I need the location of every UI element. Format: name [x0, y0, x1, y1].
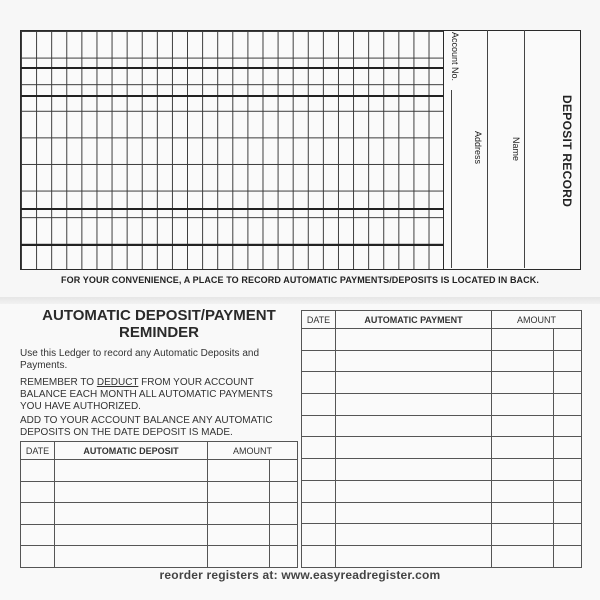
- entry-cell[interactable]: [492, 502, 554, 524]
- entry-cell[interactable]: [270, 503, 298, 525]
- entry-cell[interactable]: [302, 545, 336, 567]
- entry-cell[interactable]: [302, 437, 336, 459]
- entry-cell[interactable]: [270, 546, 298, 568]
- address-line: [487, 30, 488, 268]
- instruction-paragraph: Use this Ledger to record any Automatic Deposits and Payments.: [20, 348, 260, 371]
- entry-cell[interactable]: [302, 524, 336, 546]
- add-paragraph: ADD TO YOUR ACCOUNT BALANCE ANY AUTOMATIC DEPOSITS ON THE DATE DEPOSIT IS MADE.: [20, 415, 273, 438]
- entry-cell[interactable]: [208, 503, 270, 525]
- entry-cell[interactable]: [336, 350, 492, 372]
- entry-cell[interactable]: [21, 503, 55, 525]
- entry-cell[interactable]: [208, 460, 270, 482]
- entry-cell[interactable]: [554, 437, 582, 459]
- table-row: [302, 415, 582, 437]
- automatic-payment-header: AUTOMATIC PAYMENT: [336, 311, 492, 329]
- entry-cell[interactable]: [55, 503, 208, 525]
- entry-cell[interactable]: [554, 545, 582, 567]
- entry-cell[interactable]: [492, 394, 554, 416]
- entry-cell[interactable]: [208, 546, 270, 568]
- entry-cell[interactable]: [55, 460, 208, 482]
- table-row: [302, 502, 582, 524]
- grid-rule: [21, 208, 443, 210]
- address-label: Address: [473, 131, 483, 165]
- deposit-record-grid: [20, 30, 444, 270]
- table-row: [302, 545, 582, 567]
- entry-cell[interactable]: [336, 459, 492, 481]
- deposit-record-title: DEPOSIT RECORD: [560, 95, 574, 208]
- grid-rule: [21, 67, 443, 69]
- table-row: [302, 480, 582, 502]
- entry-cell[interactable]: [336, 524, 492, 546]
- entry-cell[interactable]: [492, 459, 554, 481]
- entry-cell[interactable]: [336, 480, 492, 502]
- table-row: [302, 329, 582, 351]
- entry-cell[interactable]: [554, 480, 582, 502]
- name-label: Name: [511, 137, 521, 162]
- entry-cell[interactable]: [554, 372, 582, 394]
- table-row: [21, 524, 298, 546]
- date-header: DATE: [302, 311, 336, 329]
- entry-cell[interactable]: [270, 460, 298, 482]
- reminder-title-line2: REMINDER: [118, 324, 199, 341]
- table-row: [21, 503, 298, 525]
- table-row: [302, 437, 582, 459]
- reminder-title-line1: AUTOMATIC DEPOSIT/PAYMENT: [42, 307, 276, 324]
- automatic-deposit-table: [20, 441, 298, 568]
- entry-cell[interactable]: [55, 481, 208, 503]
- amount-header: AMOUNT: [492, 311, 582, 329]
- entry-cell[interactable]: [270, 524, 298, 546]
- entry-cell[interactable]: [302, 329, 336, 351]
- entry-cell[interactable]: [492, 437, 554, 459]
- table-row: [302, 524, 582, 546]
- automatic-payment-table: [301, 310, 582, 568]
- entry-cell[interactable]: [492, 524, 554, 546]
- deduct-word: DEDUCT: [96, 377, 139, 388]
- table-row: [21, 481, 298, 503]
- entry-cell[interactable]: [302, 394, 336, 416]
- entry-cell[interactable]: [492, 415, 554, 437]
- entry-cell[interactable]: [554, 394, 582, 416]
- automatic-deposit-header: AUTOMATIC DEPOSIT: [55, 442, 208, 460]
- deduct-post: FROM YOUR ACCOUNT BALANCE EACH MONTH ALL AUTOMATIC PAYMENTS YOU HAVE AUTHORIZED.: [20, 377, 273, 412]
- entry-cell[interactable]: [336, 545, 492, 567]
- table-row: [302, 350, 582, 372]
- entry-cell[interactable]: [554, 415, 582, 437]
- table-row: [302, 372, 582, 394]
- deduct-pre: REMEMBER TO: [20, 377, 97, 388]
- table-row: [21, 460, 298, 482]
- entry-cell[interactable]: [55, 546, 208, 568]
- entry-cell[interactable]: [554, 329, 582, 351]
- date-header: DATE: [21, 442, 55, 460]
- entry-cell[interactable]: [21, 460, 55, 482]
- entry-cell[interactable]: [554, 350, 582, 372]
- entry-cell[interactable]: [302, 350, 336, 372]
- entry-cell[interactable]: [302, 459, 336, 481]
- entry-cell[interactable]: [21, 546, 55, 568]
- entry-cell[interactable]: [492, 350, 554, 372]
- account-no-line: [451, 90, 452, 268]
- entry-cell[interactable]: [302, 372, 336, 394]
- reorder-footer: reorder registers at: www.easyreadregister.com: [159, 568, 441, 582]
- grid-rule: [21, 244, 443, 246]
- entry-cell[interactable]: [302, 480, 336, 502]
- entry-cell[interactable]: [21, 481, 55, 503]
- table-header-row: [21, 442, 298, 460]
- entry-cell[interactable]: [492, 372, 554, 394]
- entry-cell[interactable]: [208, 524, 270, 546]
- account-no-label: Account No.: [450, 32, 460, 82]
- entry-cell[interactable]: [302, 502, 336, 524]
- entry-cell[interactable]: [492, 329, 554, 351]
- entry-cell[interactable]: [336, 394, 492, 416]
- table-row: [21, 546, 298, 568]
- entry-cell[interactable]: [208, 481, 270, 503]
- table-row: [302, 394, 582, 416]
- entry-cell[interactable]: [336, 372, 492, 394]
- entry-cell[interactable]: [554, 502, 582, 524]
- entry-cell[interactable]: [336, 415, 492, 437]
- name-line: [524, 30, 525, 268]
- entry-cell[interactable]: [492, 480, 554, 502]
- grid-rule: [21, 95, 443, 97]
- entry-cell[interactable]: [21, 524, 55, 546]
- deduct-paragraph: [20, 377, 296, 413]
- convenience-note: FOR YOUR CONVENIENCE, A PLACE TO RECORD AUTOMATIC PAYMENTS/DEPOSITS IS LOCATED IN BACK.: [61, 275, 539, 285]
- entry-cell[interactable]: [336, 437, 492, 459]
- entry-cell[interactable]: [55, 524, 208, 546]
- amount-header: AMOUNT: [208, 442, 298, 460]
- entry-cell[interactable]: [336, 329, 492, 351]
- table-header-row: [302, 311, 582, 329]
- entry-cell[interactable]: [270, 481, 298, 503]
- table-row: [302, 459, 582, 481]
- entry-cell[interactable]: [554, 459, 582, 481]
- entry-cell[interactable]: [302, 415, 336, 437]
- reminder-title: [20, 307, 298, 341]
- entry-cell[interactable]: [554, 524, 582, 546]
- entry-cell[interactable]: [492, 545, 554, 567]
- entry-cell[interactable]: [336, 502, 492, 524]
